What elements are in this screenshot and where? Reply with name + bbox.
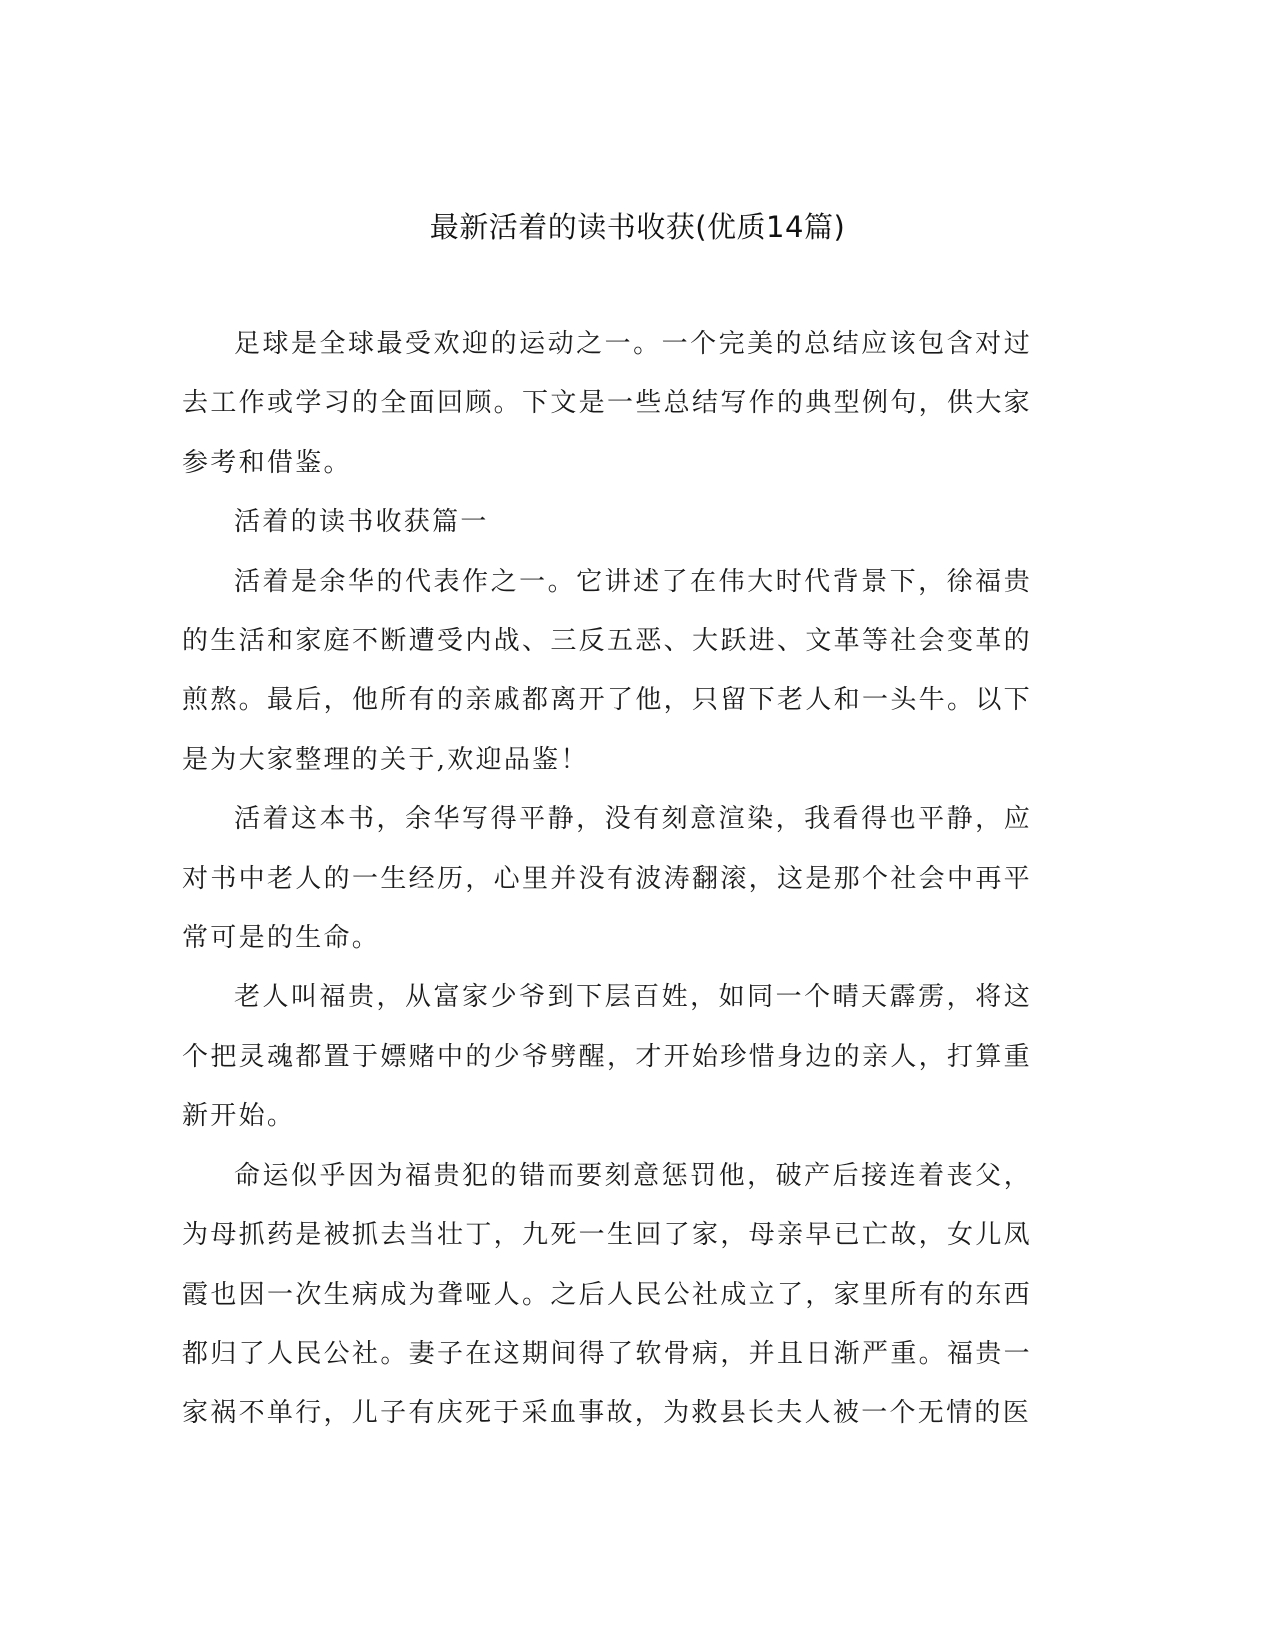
paragraph-intro: 足球是全球最受欢迎的运动之一。一个完美的总结应该包含对过去工作或学习的全面回顾。下文是一些总结写作的典型例句，供大家参考和借鉴。 (182, 329, 1032, 478)
document-body (182, 315, 1032, 1444)
document-title: 最新活着的读书收获(优质14篇) (429, 210, 846, 244)
paragraph: 活着是余华的代表作之一。它讲述了在伟大时代背景下，徐福贵的生活和家庭不断遭受内战、三反五恶、大跃进、文革等社会变革的煎熬。最后，他所有的亲戚都离开了他，只留下老人和一头牛。以下是为大家整理的关于,欢迎品鉴！ (182, 566, 1032, 775)
paragraph: 命运似乎因为福贵犯的错而要刻意惩罚他，破产后接连着丧父，为母抓药是被抓去当壮丁，九死一生回了家，母亲早已亡故，女儿凤霞也因一次生病成为聋哑人。之后人民公社成立了，家里所有的东西都归了人民公社。妻子在这期间得了软骨病，并且日渐严重。福贵一家祸不单行，儿子有庆死于采血事故，为救县长夫人被一个无情的医 (182, 1160, 1032, 1429)
section-heading: 活着的读书收获篇一 (234, 507, 489, 538)
paragraph: 活着这本书，余华写得平静，没有刻意渲染，我看得也平静，应对书中老人的一生经历，心里并没有波涛翻滚，这是那个社会中再平常可是的生命。 (182, 804, 1032, 954)
paragraph: 老人叫福贵，从富家少爷到下层百姓，如同一个晴天霹雳，将这个把灵魂都置于嫖赌中的少爷劈醒，才开始珍惜身边的亲人，打算重新开始。 (182, 982, 1032, 1132)
